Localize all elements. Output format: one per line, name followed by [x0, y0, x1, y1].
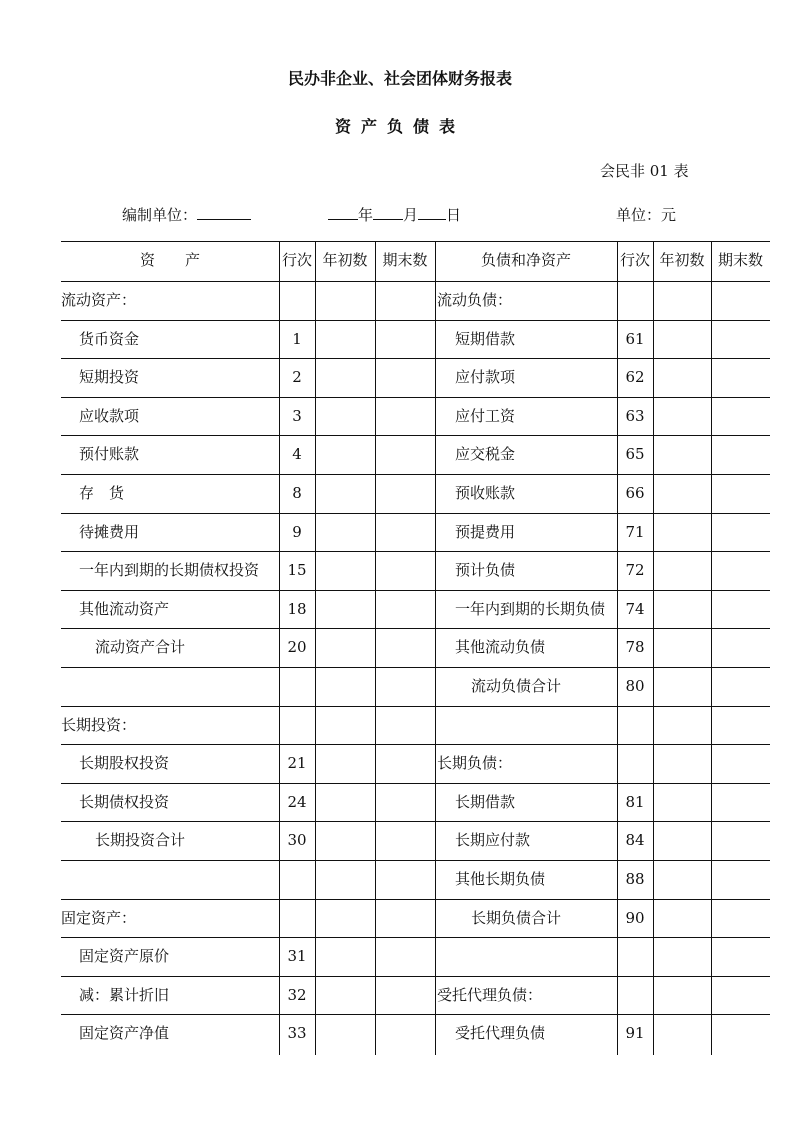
liability-item-label: 受托代理负债：	[437, 985, 543, 1004]
liability-item-label: 流动负债合计	[471, 677, 562, 695]
asset-line-no: 9	[292, 522, 302, 541]
liability-item-label: 其他流动负债	[455, 638, 546, 657]
liability-line-no: 84	[625, 831, 645, 850]
balance-sheet-table	[61, 241, 770, 1055]
liability-item-label: 长期负债合计	[471, 908, 562, 927]
asset-item-label: 货币资金	[79, 329, 140, 348]
asset-item-label: 预付账款	[79, 445, 140, 464]
asset-line-no: 21	[287, 754, 307, 773]
asset-item-label: 固定资产原价	[79, 947, 170, 966]
asset-item-label: 长期股权投资	[79, 754, 170, 773]
liability-line-no	[617, 976, 653, 1014]
liability-line-no	[617, 937, 653, 975]
liability-line-no: 63	[625, 406, 645, 425]
asset-line-no	[279, 860, 315, 898]
asset-item-label: 待摊费用	[79, 522, 140, 541]
month-blank	[373, 205, 403, 220]
liability-item-label: 应付款项	[455, 368, 516, 387]
month-label: 月	[403, 206, 419, 224]
asset-line-no: 15	[287, 561, 307, 580]
report-title: 民办非企业、社会团体财务报表	[287, 69, 512, 88]
liability-line-no: 66	[625, 484, 645, 502]
liability-item-label: 应交税金	[455, 445, 516, 464]
header-end-right: 期末数	[717, 251, 763, 269]
currency-unit: 单位：元	[616, 206, 677, 224]
day-blank	[418, 205, 446, 220]
asset-line-no: 32	[287, 985, 307, 1004]
asset-item-label	[61, 860, 279, 898]
liability-line-no: 80	[625, 677, 645, 695]
preparing-unit-label: 编制单位：	[122, 206, 198, 224]
asset-line-no: 20	[287, 638, 307, 657]
preparing-unit	[122, 204, 251, 225]
liability-line-no: 71	[625, 522, 645, 541]
asset-line-no: 31	[287, 947, 307, 966]
asset-line-no	[279, 899, 315, 937]
liability-line-no: 74	[625, 599, 645, 618]
liability-line-no: 62	[625, 368, 645, 387]
liability-line-no: 90	[625, 908, 645, 927]
liability-line-no: 61	[625, 329, 645, 348]
header-line-no-left: 行次	[281, 251, 312, 269]
report-date	[328, 204, 461, 225]
asset-item-label: 其他流动资产	[79, 599, 170, 618]
asset-line-no: 30	[287, 831, 307, 850]
liability-item-label: 短期借款	[455, 329, 516, 348]
asset-line-no: 33	[287, 1024, 307, 1043]
form-code: 会民非 01 表	[600, 162, 689, 180]
asset-item-label: 长期投资合计	[95, 831, 186, 850]
asset-line-no: 1	[292, 329, 302, 348]
header-line-no-right: 行次	[619, 251, 650, 269]
asset-item-label: 长期债权投资	[79, 792, 170, 811]
asset-line-no	[279, 667, 315, 705]
asset-line-no: 3	[292, 406, 302, 425]
liability-item-label: 应付工资	[455, 406, 516, 425]
liability-line-no	[617, 281, 653, 319]
preparing-unit-blank	[197, 205, 251, 220]
liability-item-label: 预提费用	[455, 522, 516, 541]
asset-item-label: 短期投资	[79, 368, 140, 387]
liability-item-label: 长期应付款	[455, 831, 531, 850]
liability-line-no: 65	[625, 445, 645, 464]
report-subtitle: 资产负债表	[334, 117, 465, 136]
liability-item-label: 受托代理负债	[455, 1024, 546, 1043]
liability-item-label	[435, 706, 619, 744]
asset-line-no: 2	[292, 368, 302, 387]
asset-item-label: 流动资产合计	[95, 638, 186, 657]
header-begin-right: 年初数	[659, 251, 705, 269]
asset-item-label	[61, 667, 279, 705]
liability-item-label: 预收账款	[455, 484, 516, 502]
asset-line-no: 8	[292, 484, 302, 502]
liability-line-no: 91	[625, 1024, 645, 1043]
day-label: 日	[446, 206, 462, 224]
liability-item-label	[435, 937, 619, 975]
liability-item-label: 一年内到期的长期负债	[455, 599, 606, 618]
liability-item-label: 流动负债：	[437, 291, 513, 309]
asset-item-label: 固定资产净值	[79, 1024, 170, 1043]
asset-item-label: 一年内到期的长期债权投资	[79, 561, 260, 580]
asset-line-no	[279, 706, 315, 744]
asset-item-label: 长期投资：	[61, 715, 137, 734]
liability-line-no	[617, 706, 653, 744]
liability-line-no	[617, 744, 653, 782]
asset-item-label: 流动资产：	[61, 291, 137, 309]
liability-line-no: 78	[625, 638, 645, 657]
liability-line-no: 72	[625, 561, 645, 580]
header-liabilities: 负债和净资产	[480, 251, 571, 269]
liability-line-no: 88	[625, 870, 645, 888]
asset-item-label: 固定资产：	[61, 908, 137, 927]
header-begin-left: 年初数	[322, 251, 368, 269]
header-assets: 资 产	[139, 251, 200, 269]
header-end-left: 期末数	[382, 251, 428, 269]
liability-item-label: 长期借款	[455, 792, 516, 811]
asset-item-label: 存 货	[79, 484, 125, 502]
liability-item-label: 其他长期负债	[455, 870, 546, 888]
year-label: 年	[358, 206, 374, 224]
asset-line-no: 4	[292, 445, 302, 464]
asset-item-label: 减：累计折旧	[79, 985, 170, 1004]
liability-item-label: 预计负债	[455, 561, 516, 580]
asset-line-no: 18	[287, 599, 307, 618]
asset-item-label: 应收款项	[79, 406, 140, 425]
liability-line-no: 81	[625, 792, 645, 811]
asset-line-no: 24	[287, 792, 307, 811]
year-blank	[328, 205, 358, 220]
liability-item-label: 长期负债：	[437, 754, 513, 773]
asset-line-no	[279, 281, 315, 319]
